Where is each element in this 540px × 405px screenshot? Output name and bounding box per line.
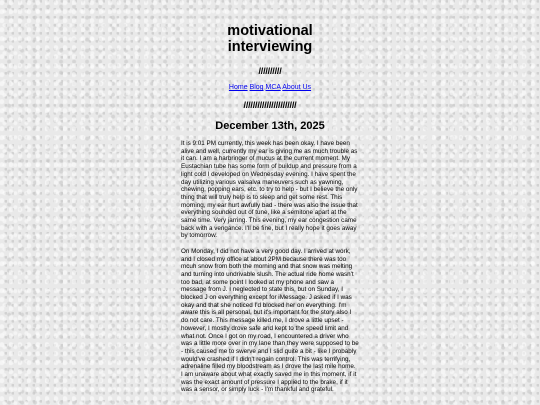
nav-link-about-us[interactable]: About Us xyxy=(282,84,312,91)
main-nav xyxy=(0,84,540,91)
site-title xyxy=(0,23,540,55)
site-title-line-1: motivational xyxy=(227,23,313,39)
nav-link-blog[interactable]: Blog xyxy=(249,84,264,91)
site-title-line-2: interviewing xyxy=(227,39,313,55)
post-paragraph: It is 9:01 PM currently, this week has been okay. I have been alive and well, currently my ear is giving me as much trouble as it can. I am a harbringer of mucus at the current moment. My Eustachian tube has some form of buildup and pressure from a light cold I developed on Wednesday evening. I have spent the day utilizing various valsalva maneuvers such as yawning, chewing, popping ears, etc. to try to help - but I believe the only thing that will truly help is to sleep and get some rest. This morning, my ear hurt awfully bad - there was also the issue that everything sounded out of tune, like a semitone apart at the same time. Very jarring. This evening, my ear congestion came back with a vengance. I'll be fine, but I really hope it goes away by tomorrow. xyxy=(181,140,358,240)
nav-link-mca[interactable]: MCA xyxy=(265,84,281,91)
divider-short: ////////// xyxy=(258,66,282,76)
divider-long: /////////////////////// xyxy=(243,100,297,110)
post-body xyxy=(181,140,359,405)
post-paragraph: On Monday, I did not have a very good day. I arrived at work, and I closed my office at about 2PM because there was too mcuh snow from both the morning and that snow was melting and turning into undrivable slush. The actual ride home wasn't too bad, at some point I looked at my phone and saw a message from J. I neglected to state this, but on Sunday, I blocked J on everything except for iMessage. J asked if I was okay and that she noticed I'd blocked her on everything. I'm aware this is all personal, but it's important for the story also I do not care. This message killed me, I drove a little upset - however, I mostly drove safe and kept to the speed limit and what not. Once I got on my road, I encountered a driver who was a little more over in my lane than they were supposed to be - this caused me to swerve and I slid quite a bit - like I probably would've crashed if I didn't regain control. This was terrifying, adrenaline filled my bloodstream as I drove the last mile home. I am unaware about what exactly saved me in this moment, if it was the exact amount of pressure I applied to the brake, if it was a sensor, or simply luck - I'm thankful and grateful. xyxy=(181,247,359,394)
nav-link-home[interactable]: Home xyxy=(228,84,248,91)
post-date: December 13th, 2025 xyxy=(215,120,325,132)
